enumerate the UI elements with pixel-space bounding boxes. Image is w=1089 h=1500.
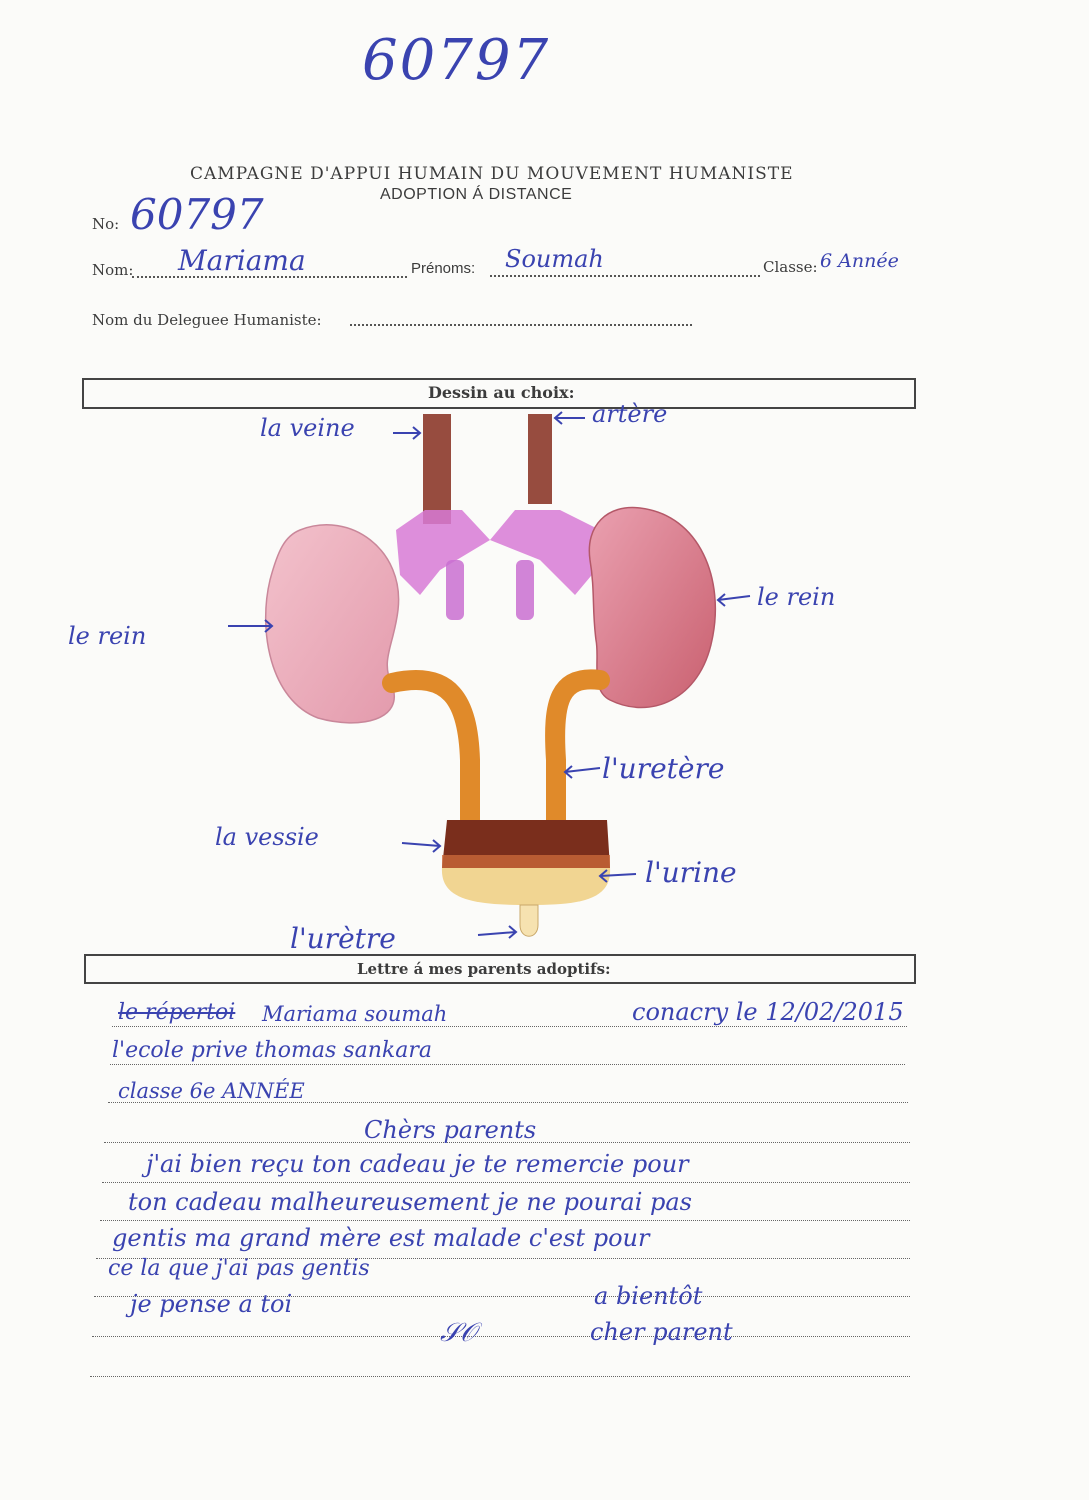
letter-signature-mark: 𝒮𝒪 [440, 1318, 477, 1348]
urinary-system-drawing [0, 400, 1089, 960]
letter-body-line-1: j'ai bien reçu ton cadeau je te remercie pour [146, 1150, 689, 1178]
classe-label: Classe: [763, 258, 818, 276]
uretre-tube [520, 905, 538, 936]
label-urine: l'urine [645, 856, 737, 889]
letter-crossed-out: le répertoi [118, 1000, 236, 1025]
letter-box-top [84, 954, 916, 956]
prenoms-label: Prénoms: [411, 260, 476, 277]
left-junction [396, 510, 490, 595]
letter-classe: classe 6e ANNÉE [118, 1079, 305, 1103]
adoption-title: ADOPTION Á DISTANCE [380, 186, 573, 203]
letter-line-5 [102, 1182, 910, 1183]
prenoms-value: Soumah [505, 245, 604, 273]
label-uretre: l'urètre [290, 922, 396, 955]
left-junction-tube [446, 560, 464, 620]
letter-name: Mariama soumah [262, 1002, 448, 1026]
arrow-artere [555, 412, 585, 424]
letter-line-2 [110, 1064, 905, 1065]
letter-line-9 [92, 1336, 910, 1337]
letter-body-line-2: ton cadeau malheureusement je ne pourai pas [128, 1188, 692, 1216]
artere-vessel [528, 414, 552, 504]
letter-title: Lettre á mes parents adoptifs: [357, 960, 611, 978]
letter-line-1 [112, 1026, 907, 1027]
letter-body-line-3: gentis ma grand mère est malade c'est pour [112, 1224, 650, 1252]
letter-place-date: conacry le 12/02/2015 [632, 998, 904, 1026]
arrow-vessie [402, 840, 440, 852]
veine-vessel [423, 414, 451, 524]
bladder-band [442, 855, 610, 869]
top-file-number: 60797 [362, 28, 551, 93]
nom-label: Nom: [92, 261, 134, 279]
label-veine: la veine [260, 414, 355, 442]
letter-line-10 [90, 1376, 910, 1377]
right-junction [490, 510, 600, 595]
arrow-uretere [565, 766, 600, 778]
label-vessie: la vessie [215, 823, 319, 851]
drawing-title: Dessin au choix: [428, 383, 575, 402]
label-uretere: l'uretère [602, 752, 725, 785]
arrow-veine [393, 427, 420, 439]
arrow-rein-right [718, 594, 750, 606]
nom-value: Mariama [178, 244, 306, 277]
label-rein-left: le rein [68, 622, 147, 650]
delegue-label: Nom du Deleguee Humaniste: [92, 311, 322, 329]
label-rein-right: le rein [757, 583, 836, 611]
classe-value: 6 Année [820, 250, 899, 272]
arrow-uretre [478, 926, 516, 938]
bladder-urine [442, 868, 610, 905]
letter-signature-right: cher parent [590, 1318, 733, 1346]
campaign-title: CAMPAGNE D'APPUI HUMAIN DU MOUVEMENT HUMANISTE [190, 164, 794, 184]
prenoms-dotline [490, 275, 760, 277]
left-kidney [266, 525, 399, 723]
left-ureter [392, 680, 470, 820]
letter-body-line-4: ce la que j'ai pas gentis [108, 1256, 370, 1281]
letter-closing-left: je pense a toi [130, 1290, 293, 1318]
label-artere: artère [592, 400, 668, 428]
letter-school: l'ecole prive thomas sankara [112, 1038, 432, 1063]
letter-box-right [914, 954, 916, 984]
letter-box-left [84, 954, 86, 984]
no-label: No: [92, 215, 120, 233]
drawing-box-top [82, 378, 916, 380]
letter-line-6 [100, 1220, 910, 1221]
right-ureter [555, 679, 600, 820]
delegue-dotline [350, 324, 692, 326]
letter-greeting: Chèrs parents [364, 1116, 537, 1144]
no-value: 60797 [130, 190, 264, 239]
letter-closing-right: a bientôt [594, 1282, 703, 1310]
right-junction-tube [516, 560, 534, 620]
letter-box-bottom [84, 982, 916, 984]
arrow-urine [600, 870, 636, 882]
